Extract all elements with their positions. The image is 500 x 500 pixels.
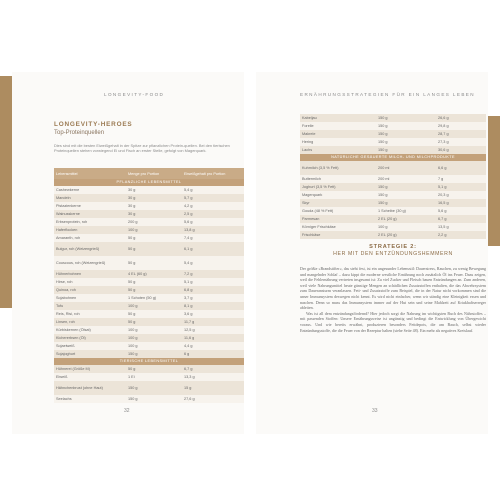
portion-cell: 50 g xyxy=(126,256,182,270)
portion-cell: 150 g xyxy=(376,146,436,154)
food-cell: Buttermilch xyxy=(300,175,376,183)
food-cell: Reis, Risi, roh xyxy=(54,310,126,318)
portion-cell: 100 g xyxy=(126,334,182,342)
food-cell: Eiweiß xyxy=(54,373,126,381)
table-row xyxy=(54,342,244,350)
protein-cell: 11,6 g xyxy=(182,334,244,342)
food-cell: Hühnerei (Größe M) xyxy=(54,365,126,373)
protein-cell: 6,6 g xyxy=(436,161,486,175)
food-cell: Sojabohnen xyxy=(54,294,126,302)
protein-cell: 8,1 g xyxy=(182,302,244,310)
table-row xyxy=(300,114,486,122)
protein-cell: 29,8 g xyxy=(436,122,486,130)
food-cell: Gouda (48 % Fett) xyxy=(300,207,376,215)
portion-cell: 100 g xyxy=(126,342,182,350)
table-row xyxy=(300,130,486,138)
portion-cell: 1 Schoten (50 g) xyxy=(126,294,182,302)
protein-cell: 27,3 g xyxy=(436,138,486,146)
portion-cell: 2 EL (20 g) xyxy=(376,215,436,223)
portion-cell: 150 g xyxy=(376,114,436,122)
portion-cell: 150 g xyxy=(376,183,436,191)
portion-cell: 150 g xyxy=(376,191,436,199)
portion-cell: 2 EL (20 g) xyxy=(376,231,436,239)
food-cell: Seelachs xyxy=(54,395,126,403)
intro-paragraph: Dies sind mit die besten Eiweißgehalt in der Spitze zur pflanzlichen Protein-quellen. Bei den tierischen Proteinquellen stehen vorwiegend Ei und Fisch an erster Stelle, gefolgt von Magerquark. xyxy=(54,143,230,154)
portion-cell: 30 g xyxy=(126,186,182,194)
table-row xyxy=(54,256,244,270)
portion-cell: 100 g xyxy=(376,223,436,231)
table-row xyxy=(54,350,244,358)
table-row xyxy=(54,218,244,226)
table-row xyxy=(54,278,244,286)
protein-cell: 2,2 g xyxy=(436,231,486,239)
table-header-row xyxy=(54,168,244,179)
table-row xyxy=(54,395,244,403)
food-cell: Hühnerbohnen xyxy=(54,270,126,278)
protein-table-right xyxy=(300,114,486,239)
food-cell: Sojajoghurt xyxy=(54,350,126,358)
table-row xyxy=(54,194,244,202)
portion-cell: 50 g xyxy=(126,310,182,318)
food-cell: Kabeljau xyxy=(300,114,376,122)
portion-cell: 150 g xyxy=(126,350,182,358)
portion-cell: 150 g xyxy=(126,395,182,403)
left-running-head: LONGEVITY-FOOD xyxy=(104,92,165,97)
portion-cell: 100 g xyxy=(126,226,182,234)
protein-cell: 7,2 g xyxy=(182,270,244,278)
portion-cell: 30 g xyxy=(126,194,182,202)
food-cell: Haferflocken xyxy=(54,226,126,234)
body-paragraph: Was ist all dem entzündungsfördernd? Hier jedoch sorgt die Nahrung im wichtigsten Buch des Nährstoffes – mit passenden Stoffen: Unsere Ernährungsweise ist ungünstig und bedingt die Entwicklung von Übergewicht voraus. Und wie bereits erwähnt, produzieren besonders Fettdepots, die am Bauch, selbst wieder Entzündungsstoffe, die die Feuer von der Rezeptur halten (siehe Seite 48). Ein mehr als negatives Kreislauf. xyxy=(300,310,486,333)
protein-cell: 4,2 g xyxy=(182,202,244,210)
table-row xyxy=(300,183,486,191)
table-row xyxy=(300,161,486,175)
table-row xyxy=(54,210,244,218)
right-running-head: ERNÄHRUNGSSTRATEGIEN FÜR EIN LANGES LEBEN xyxy=(300,92,475,97)
table-row xyxy=(300,175,486,183)
food-cell: Hering xyxy=(300,138,376,146)
portion-cell: 50 g xyxy=(126,234,182,242)
food-cell: Sojaeiweiß xyxy=(54,342,126,350)
food-cell: Mandeln xyxy=(54,194,126,202)
protein-cell: 20,3 g xyxy=(436,191,486,199)
protein-cell: 26,6 g xyxy=(436,114,486,122)
table-row xyxy=(54,226,244,234)
food-cell: Cashewkerne xyxy=(54,186,126,194)
table-row xyxy=(300,231,486,239)
table-row xyxy=(54,270,244,278)
protein-cell: 5,6 g xyxy=(182,218,244,226)
table-row xyxy=(54,326,244,334)
protein-cell: 15 g xyxy=(182,381,244,395)
protein-table-left xyxy=(54,168,244,403)
section-subheading: Top-Proteinquellen xyxy=(54,130,105,136)
food-cell: Körniger Frischkäse xyxy=(300,223,376,231)
protein-cell: 6,8 g xyxy=(182,286,244,294)
protein-cell: 3,6 g xyxy=(182,310,244,318)
column-header: Eiweißgehalt pro Portion xyxy=(182,168,244,179)
section-title: PFLANZLICHE LEBENSMITTEL xyxy=(54,179,244,186)
protein-cell: 7 g xyxy=(436,175,486,183)
food-cell: Skyr xyxy=(300,199,376,207)
food-cell: Hirse, roh xyxy=(54,278,126,286)
protein-cell: 5,1 g xyxy=(182,278,244,286)
food-cell: Parmesan xyxy=(300,215,376,223)
food-cell: Forelle xyxy=(300,122,376,130)
food-cell: Frischkäse xyxy=(300,231,376,239)
section-title: NATÜRLICHE GESÄUERTE MILCH- UND MILCHPRODUKTE xyxy=(300,154,486,161)
protein-cell: 6,7 g xyxy=(436,215,486,223)
protein-cell: 13,3 g xyxy=(182,373,244,381)
protein-cell: 2,5 g xyxy=(182,210,244,218)
body-text xyxy=(300,266,486,333)
protein-cell: 5,6 g xyxy=(436,207,486,215)
protein-cell: 5,4 g xyxy=(182,256,244,270)
portion-cell: 50 g xyxy=(126,286,182,294)
portion-cell: 50 g xyxy=(126,242,182,256)
portion-cell: 150 g xyxy=(126,381,182,395)
table-row xyxy=(54,286,244,294)
food-cell: Tofu xyxy=(54,302,126,310)
table-row xyxy=(300,191,486,199)
food-cell: Linsen, roh xyxy=(54,318,126,326)
portion-cell: 150 g xyxy=(376,199,436,207)
food-cell: Joghurt (3,5 % Fett) xyxy=(300,183,376,191)
portion-cell: 100 g xyxy=(126,302,182,310)
protein-cell: 13,5 g xyxy=(436,223,486,231)
table-row xyxy=(300,122,486,130)
table-row xyxy=(300,199,486,207)
table-row xyxy=(300,223,486,231)
strategy-label: STRATEGIE 2: xyxy=(369,244,417,250)
left-page-number: 32 xyxy=(124,408,130,414)
table-row xyxy=(54,365,244,373)
table-row xyxy=(300,146,486,154)
table-row xyxy=(54,202,244,210)
section-heading: LONGEVITY-HEROES xyxy=(54,121,133,128)
portion-cell: 4 EL (60 g) xyxy=(126,270,182,278)
table-row xyxy=(54,234,244,242)
protein-cell: 5,7 g xyxy=(182,194,244,202)
table-row xyxy=(54,334,244,342)
portion-cell: 100 g xyxy=(126,326,182,334)
column-header: Menge pro Portion xyxy=(126,168,182,179)
food-cell: Couscous, roh (Weizengrieß) xyxy=(54,256,126,270)
table-row xyxy=(54,302,244,310)
food-cell: Walnusskerne xyxy=(54,210,126,218)
food-cell: Magerquark xyxy=(300,191,376,199)
portion-cell: 50 g xyxy=(126,365,182,373)
protein-cell: 7,4 g xyxy=(182,234,244,242)
table-row xyxy=(300,138,486,146)
portion-cell: 200 ml xyxy=(376,161,436,175)
portion-cell: 150 g xyxy=(376,138,436,146)
protein-cell: 3,7 g xyxy=(182,294,244,302)
protein-cell: 6,7 g xyxy=(182,365,244,373)
protein-cell: 6,1 g xyxy=(182,242,244,256)
food-cell: Bulgur, roh (Weizengrieß) xyxy=(54,242,126,256)
food-cell: Makrele xyxy=(300,130,376,138)
table-row xyxy=(54,318,244,326)
food-cell: Amaranth, roh xyxy=(54,234,126,242)
food-cell: Hähnchenbrust (ohne Haut) xyxy=(54,381,126,395)
table-row xyxy=(54,381,244,395)
section-title: TIERISCHE LEBENSMITTEL xyxy=(54,358,244,365)
table-section-header xyxy=(54,358,244,365)
table-row xyxy=(54,186,244,194)
protein-cell: 30,6 g xyxy=(436,146,486,154)
portion-cell: 30 g xyxy=(126,210,182,218)
column-header: Lebensmittel xyxy=(54,168,126,179)
food-cell: Quinoa, roh xyxy=(54,286,126,294)
food-cell: Kuhmilch (3,5 % Fett) xyxy=(300,161,376,175)
right-page-number: 33 xyxy=(372,408,378,414)
protein-cell: 4,4 g xyxy=(182,342,244,350)
portion-cell: 150 g xyxy=(376,130,436,138)
table-row xyxy=(300,207,486,215)
left-edge-tab xyxy=(0,76,12,308)
portion-cell: 200 g xyxy=(126,218,182,226)
table-section-header xyxy=(300,154,486,161)
table-section-header xyxy=(54,179,244,186)
food-cell: Lachs xyxy=(300,146,376,154)
strategy-heading xyxy=(300,244,486,257)
protein-cell: 5,1 g xyxy=(436,183,486,191)
food-cell: Kichererbsen (Öl) xyxy=(54,334,126,342)
portion-cell: 50 g xyxy=(126,318,182,326)
protein-cell: 28,7 g xyxy=(436,130,486,138)
protein-cell: 13,8 g xyxy=(182,226,244,234)
right-edge-tab xyxy=(488,116,500,246)
portion-cell: 30 g xyxy=(126,202,182,210)
protein-cell: 5,4 g xyxy=(182,186,244,194)
portion-cell: 1 Ei xyxy=(126,373,182,381)
portion-cell: 150 g xyxy=(376,122,436,130)
protein-cell: 16,5 g xyxy=(436,199,486,207)
protein-cell: 11,7 g xyxy=(182,318,244,326)
body-paragraph: Der größte »Brandstifter«, das steht fest, ist ein ungesunder Lebensstil: Dauerstress, Rauchen, zu wenig Bewegung und mangelnder Schlaf – dazu kippt die moderne westliche Ernährung noch zusätzlich Öl ins Feuer. Dazu zeigen, weil die Fehlernährung vertreten insgesamt ist: Zu viel Zucker und Fleisch bauen Entzündungen an. Zum anderen, weil viele Nahrungsmittel heute günstige Mengen an schädlichen Zusatzstoffen enthalten, die das Abwehrsystem zum Daueransturm veranlassen. Fett- und Zusatzstoffe zum Beispiel, die in der Natur nicht vorkommen sind die unser Immunsystem deswegen nicht kennt. Es wird nicht einfacher, wenn wir ständig eine Kleinigkeit essen und naschen. Denn so muss das Immunsystem immer auf der Hut sein und seine Mahlzeit auf Kriukhaftserreger ableiten. xyxy=(300,266,486,311)
food-cell: Pistazienkerne xyxy=(54,202,126,210)
table-row xyxy=(54,294,244,302)
table-row xyxy=(300,215,486,223)
protein-cell: 12,5 g xyxy=(182,326,244,334)
protein-cell: 6 g xyxy=(182,350,244,358)
table-row xyxy=(54,310,244,318)
table-row xyxy=(54,242,244,256)
food-cell: Kürbiskernen (Ölsat) xyxy=(54,326,126,334)
table-row xyxy=(54,373,244,381)
protein-cell: 27,6 g xyxy=(182,395,244,403)
portion-cell: 200 ml xyxy=(376,175,436,183)
portion-cell: 50 g xyxy=(126,278,182,286)
portion-cell: 1 Scheibe (30 g) xyxy=(376,207,436,215)
food-cell: Erbsenprotein, roh xyxy=(54,218,126,226)
strategy-title: HER MIT DEN ENTZÜNDUNGSHEMMERN xyxy=(333,251,453,257)
